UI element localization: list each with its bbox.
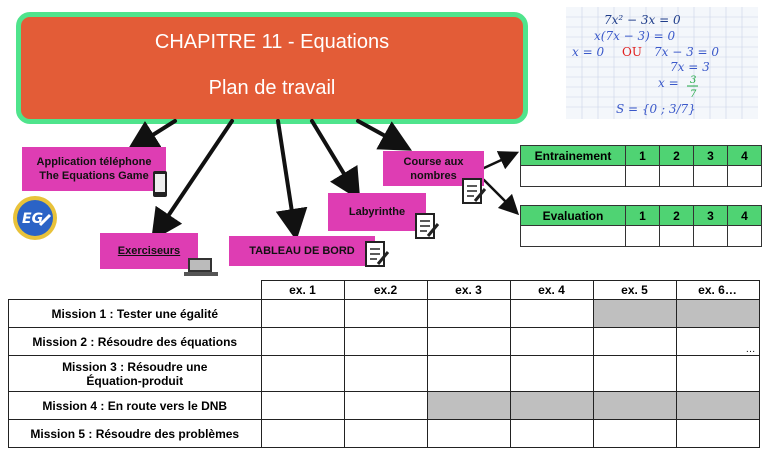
hw-frac-den: 7: [690, 89, 697, 100]
grid-cell[interactable]: [261, 300, 344, 328]
evaluation-col: 3: [694, 206, 728, 226]
arrow-to-exerciseurs: [160, 121, 232, 228]
grid-cell[interactable]: [510, 328, 593, 356]
grid-cell-unused: [593, 392, 676, 420]
entrainement-cell[interactable]: [728, 166, 762, 187]
hw-line5: x =: [658, 76, 679, 90]
app-line2: The Equations Game: [39, 170, 149, 182]
entrainement-col: 2: [660, 146, 694, 166]
equations-game-logo[interactable]: [12, 195, 58, 241]
hw-frac-num: 3: [690, 75, 697, 86]
mission-3-label: [9, 356, 262, 392]
entrainement-cell[interactable]: [626, 166, 660, 187]
hw-line3a: x = 0: [572, 45, 605, 59]
grid-cell[interactable]: [344, 420, 427, 448]
mission-grid: [8, 280, 760, 448]
mission-5-label: Mission 5 : Résoudre des problèmes: [9, 420, 262, 448]
chapter-title: CHAPITRE 11 - Equations: [154, 31, 390, 53]
grid-header: ex. 5: [593, 281, 676, 300]
hw-line3c: 7x − 3 = 0: [654, 45, 720, 59]
entrainement-table: [520, 145, 762, 187]
entrainement-cell[interactable]: [521, 166, 626, 187]
entrainement-cell[interactable]: [694, 166, 728, 187]
hw-line1: 7x² − 3x = 0: [604, 13, 681, 27]
grid-cell[interactable]: [676, 356, 759, 392]
tableau-box[interactable]: [229, 236, 375, 266]
logo-text: EG: [22, 211, 44, 227]
hw-line2: x(7x − 3) = 0: [594, 29, 676, 43]
course-line2: nombres: [410, 169, 457, 182]
labyrinthe-box[interactable]: [328, 193, 426, 231]
grid-header: ex. 3: [427, 281, 510, 300]
plan-title: Plan de travail: [208, 77, 336, 99]
grid-cell-unused: [676, 300, 759, 328]
evaluation-cell[interactable]: [626, 226, 660, 247]
grid-cell-unused: [676, 392, 759, 420]
notepad-icon: [364, 240, 390, 270]
mission-4-label: Mission 4 : En route vers le DNB: [9, 392, 262, 420]
laptop-icon: [183, 257, 219, 277]
grid-cell[interactable]: [261, 392, 344, 420]
grid-cell[interactable]: [261, 420, 344, 448]
labyrinthe-label: Labyrinthe: [348, 206, 406, 218]
evaluation-col: 1: [626, 206, 660, 226]
arrow-to-labyrinthe: [312, 121, 352, 187]
smartphone-icon: [152, 170, 168, 198]
entrainement-label: Entrainement: [521, 146, 626, 166]
arrow-to-evaluation: [484, 180, 512, 208]
entrainement-col: 4: [728, 146, 762, 166]
course-line1: Course aux: [403, 155, 464, 168]
grid-cell[interactable]: [344, 356, 427, 392]
grid-cell[interactable]: [593, 420, 676, 448]
grid-cell[interactable]: [510, 420, 593, 448]
evaluation-label: Evaluation: [521, 206, 626, 226]
grid-cell-unused: [593, 300, 676, 328]
grid-header: ex. 6…: [676, 281, 759, 300]
evaluation-col: 4: [728, 206, 762, 226]
grid-cell[interactable]: [427, 300, 510, 328]
evaluation-cell[interactable]: [728, 226, 762, 247]
hw-line6: S = {0 ; 3/7}: [616, 102, 696, 116]
evaluation-cell[interactable]: [660, 226, 694, 247]
arrow-to-course: [358, 121, 398, 143]
mission-3-line2: Équation-produit: [86, 373, 184, 388]
mission-2-label: Mission 2 : Résoudre des équations: [9, 328, 262, 356]
grid-cell[interactable]: [593, 328, 676, 356]
evaluation-col: 2: [660, 206, 694, 226]
grid-header: ex. 1: [261, 281, 344, 300]
grid-cell[interactable]: [344, 392, 427, 420]
grid-cell[interactable]: [427, 356, 510, 392]
grid-cell[interactable]: [427, 420, 510, 448]
grid-cell[interactable]: [676, 420, 759, 448]
arrow-to-app: [140, 121, 175, 143]
grid-header: ex. 4: [510, 281, 593, 300]
grid-cell[interactable]: [510, 300, 593, 328]
grid-cell[interactable]: [344, 300, 427, 328]
exerciseurs-label: Exerciseurs: [117, 245, 181, 257]
mission-3-line1: Mission 3 : Résoudre une: [62, 359, 208, 374]
grid-cell[interactable]: [344, 328, 427, 356]
grid-cell[interactable]: [510, 356, 593, 392]
hw-line4: 7x = 3: [670, 60, 710, 74]
grid-header: ex.2: [344, 281, 427, 300]
grid-cell-unused: [510, 392, 593, 420]
arrow-to-tableau: [278, 121, 294, 225]
grid-cell[interactable]: [261, 356, 344, 392]
evaluation-table: [520, 205, 762, 247]
entrainement-cell[interactable]: [660, 166, 694, 187]
notepad-icon: [461, 177, 487, 207]
app-line1: Application téléphone: [36, 156, 152, 168]
grid-cell-ellipsis[interactable]: …: [676, 328, 759, 356]
evaluation-cell[interactable]: [694, 226, 728, 247]
grid-cell[interactable]: [261, 328, 344, 356]
mission-1-label: Mission 1 : Tester une égalité: [9, 300, 262, 328]
grid-cell[interactable]: [427, 328, 510, 356]
entrainement-col: 3: [694, 146, 728, 166]
grid-cell-unused: [427, 392, 510, 420]
notepad-icon: [414, 212, 440, 242]
tableau-label: TABLEAU DE BORD: [249, 245, 355, 257]
evaluation-cell[interactable]: [521, 226, 626, 247]
app-box[interactable]: [22, 147, 166, 191]
grid-corner: [9, 281, 262, 300]
grid-cell[interactable]: [593, 356, 676, 392]
entrainement-col: 1: [626, 146, 660, 166]
hw-or: OU: [622, 45, 642, 59]
arrow-to-entrainement: [484, 156, 510, 168]
